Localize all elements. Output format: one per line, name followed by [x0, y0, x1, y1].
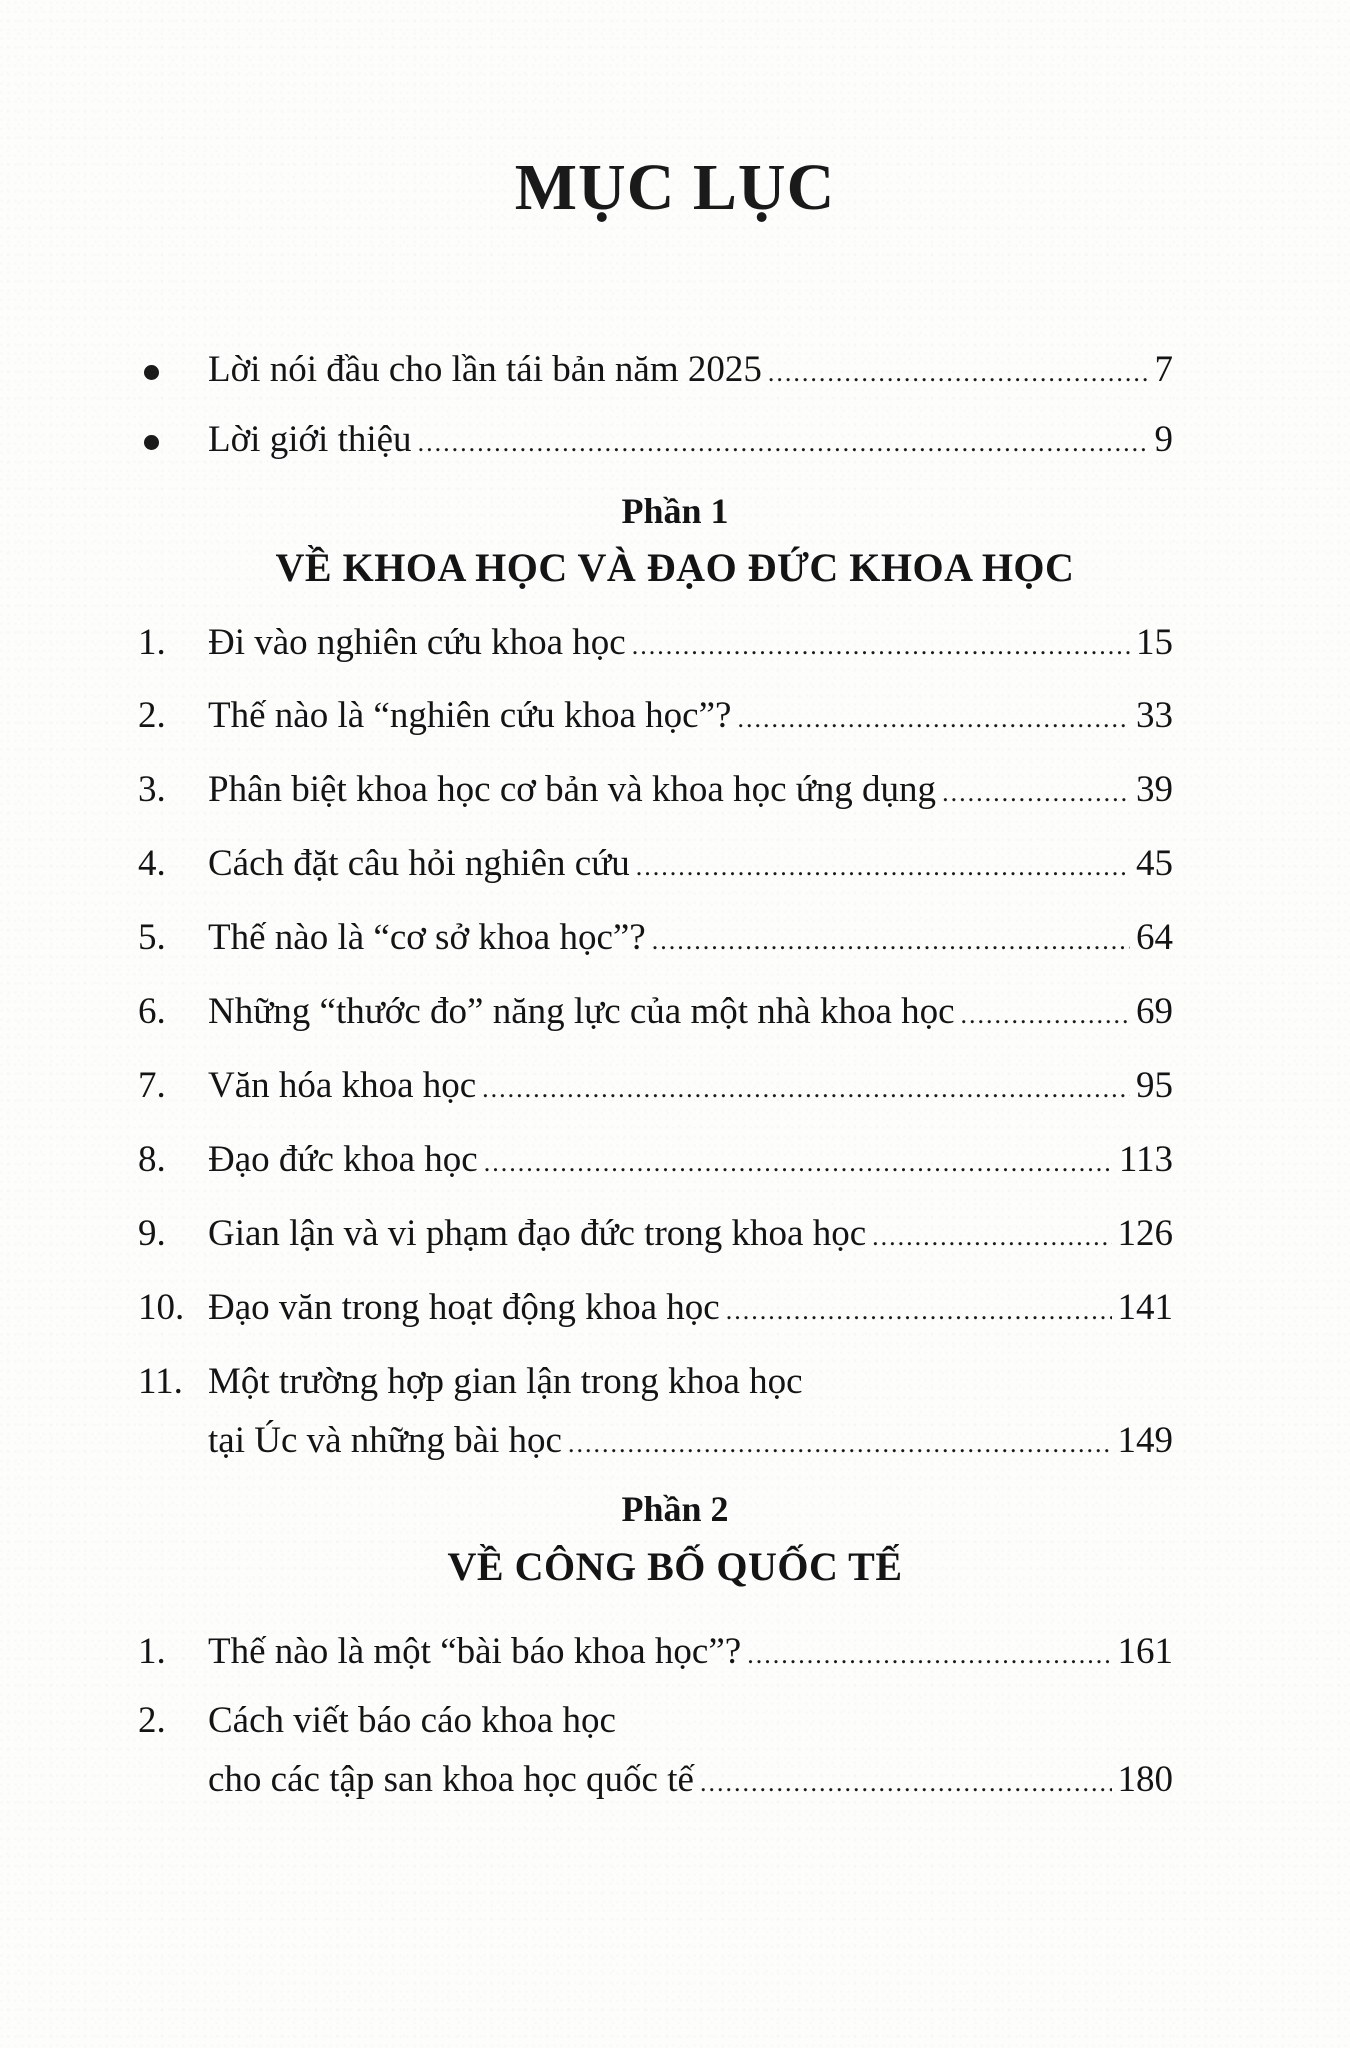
entry-label: Đi vào nghiên cứu khoa học: [208, 622, 626, 663]
toc-entry-part1-ch10[interactable]: [138, 1280, 1173, 1336]
entry-page-number: 39: [1136, 769, 1173, 810]
dot-leader: [418, 412, 1149, 471]
toc-entry-part2-ch2[interactable]: [138, 1693, 1173, 1749]
entry-page-number: 141: [1117, 1287, 1173, 1328]
entry-label-line-2: cho các tập san khoa học quốc tế: [208, 1759, 694, 1800]
entry-number: 1.: [138, 622, 166, 663]
dot-leader: [737, 688, 1130, 747]
toc-entry-part1-ch1[interactable]: [138, 615, 1173, 671]
entry-label: Lời nói đầu cho lần tái bản năm 2025: [208, 349, 762, 390]
part-2-title: VỀ CÔNG BỐ QUỐC TẾ: [447, 1544, 903, 1589]
entry-number: 10.: [138, 1287, 185, 1328]
page-title: MỤC LỤC: [514, 151, 836, 224]
entry-page-number: 45: [1136, 843, 1173, 884]
entry-page-number: 64: [1136, 917, 1173, 958]
toc-entry-part1-ch9[interactable]: [138, 1206, 1173, 1262]
entry-label: Thế nào là “cơ sở khoa học”?: [208, 917, 646, 958]
dot-leader: [961, 984, 1130, 1043]
entry-page-number: 95: [1136, 1065, 1173, 1106]
toc-entry-part1-ch6[interactable]: [138, 984, 1173, 1040]
entry-number: 11.: [138, 1361, 183, 1402]
entry-page-number: 161: [1117, 1631, 1173, 1672]
entry-label: Lời giới thiệu: [208, 419, 412, 460]
entry-page-number: 69: [1136, 991, 1173, 1032]
toc-entry-part1-ch5[interactable]: [138, 910, 1173, 966]
toc-entry-part1-ch4[interactable]: [138, 836, 1173, 892]
dot-leader: [942, 762, 1130, 821]
dot-leader: [872, 1206, 1111, 1265]
dot-leader: [568, 1413, 1112, 1472]
entry-number: 6.: [138, 991, 166, 1032]
toc-entry-part2-ch2-continued[interactable]: [138, 1752, 1173, 1808]
toc-entry-part1-ch8[interactable]: [138, 1132, 1173, 1188]
entry-label: Những “thước đo” năng lực của một nhà khoa học: [208, 991, 955, 1032]
entry-page-number: 7: [1154, 349, 1173, 390]
entry-label: Văn hóa khoa học: [208, 1065, 477, 1106]
entry-number: 1.: [138, 1631, 166, 1672]
entry-label: Phân biệt khoa học cơ bản và khoa học ứng dụng: [208, 769, 937, 810]
entry-number: 2.: [138, 695, 166, 736]
dot-leader: [747, 1624, 1111, 1683]
entry-number: 2.: [138, 1700, 166, 1741]
toc-entry-part1-ch11[interactable]: [138, 1354, 1173, 1410]
dot-leader: [768, 342, 1149, 401]
entry-page-number: 180: [1117, 1759, 1173, 1800]
entry-label: Gian lận và vi phạm đạo đức trong khoa học: [208, 1213, 867, 1254]
toc-entry-preface[interactable]: [138, 342, 1173, 398]
entry-page-number: 15: [1136, 622, 1173, 663]
part-1-label: Phần 1: [621, 491, 729, 531]
entry-page-number: 9: [1154, 419, 1173, 460]
part-2-label: Phần 2: [621, 1489, 729, 1529]
entry-page-number: 149: [1117, 1420, 1173, 1461]
entry-label: Cách đặt câu hỏi nghiên cứu: [208, 843, 630, 884]
entry-label-line-2: tại Úc và những bài học: [208, 1420, 562, 1461]
entry-label: Đạo văn trong hoạt động khoa học: [208, 1287, 720, 1328]
entry-number: 4.: [138, 843, 166, 884]
dot-leader: [700, 1752, 1112, 1811]
entry-label: Thế nào là một “bài báo khoa học”?: [208, 1631, 742, 1672]
toc-entry-part1-ch11-continued[interactable]: [138, 1413, 1173, 1469]
toc-entry-part1-ch7[interactable]: [138, 1058, 1173, 1114]
toc-entry-introduction[interactable]: [138, 412, 1173, 468]
dot-leader: [482, 1058, 1130, 1117]
toc-entry-part1-ch2[interactable]: [138, 688, 1173, 744]
toc-entry-part1-ch3[interactable]: [138, 762, 1173, 818]
dot-leader: [636, 836, 1130, 895]
entry-label-line-1: Cách viết báo cáo khoa học: [208, 1700, 616, 1741]
entry-label: Đạo đức khoa học: [208, 1139, 478, 1180]
part-1-title: VỀ KHOA HỌC VÀ ĐẠO ĐỨC KHOA HỌC: [275, 545, 1075, 590]
entry-label-line-1: Một trường hợp gian lận trong khoa học: [208, 1361, 803, 1402]
entry-page-number: 126: [1117, 1213, 1173, 1254]
entry-number: 7.: [138, 1065, 166, 1106]
entry-number: 9.: [138, 1213, 166, 1254]
dot-leader: [652, 910, 1130, 969]
entry-page-number: 113: [1118, 1139, 1173, 1180]
entry-label: Thế nào là “nghiên cứu khoa học”?: [208, 695, 732, 736]
entry-page-number: 33: [1136, 695, 1173, 736]
dot-leader: [726, 1280, 1112, 1339]
dot-leader: [632, 615, 1130, 674]
toc-entry-part2-ch1[interactable]: [138, 1624, 1173, 1680]
entry-number: 8.: [138, 1139, 166, 1180]
dot-leader: [484, 1132, 1113, 1191]
entry-number: 5.: [138, 917, 166, 958]
entry-number: 3.: [138, 769, 166, 810]
